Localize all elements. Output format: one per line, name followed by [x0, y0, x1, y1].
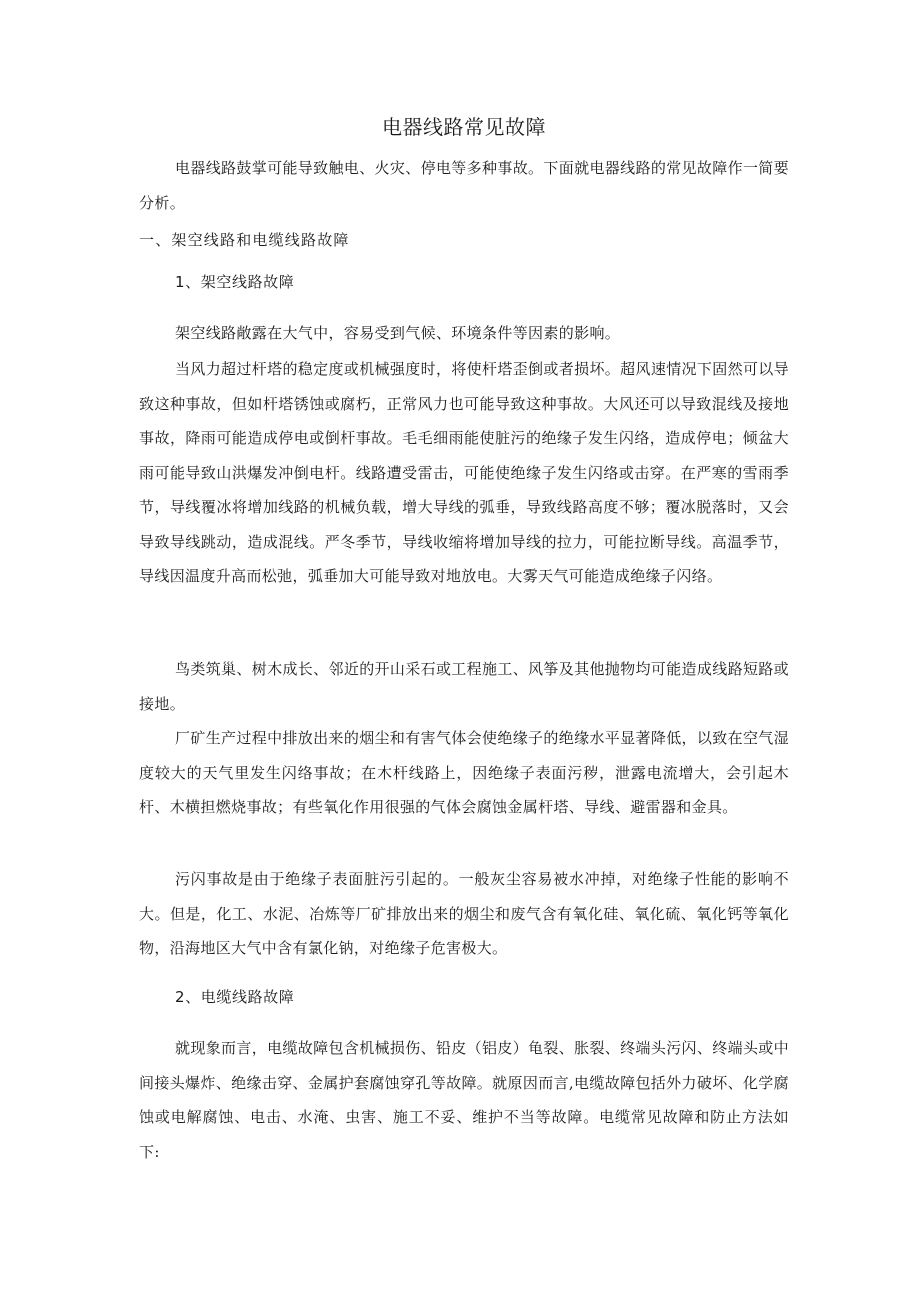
paragraph-pollution-flashover: 污闪事故是由于绝缘子表面脏污引起的。一般灰尘容易被水冲掉，对绝缘子性能的影响不大。但是，化工、水泥、冶炼等厂矿排放出来的烟尘和废气含有氧化硅、氧化硫、氧化钙等氧化物，沿海地区大气中含有氯化钠，对绝缘子危害极大。 — [139, 870, 789, 957]
paragraph-weather-effects: 当风力超过杆塔的稳定度或机械强度时，将使杆塔歪倒或者损坏。超风速情况下固然可以导致这种事故，但如杆塔锈蚀或腐朽，正常风力也可能导致这种事故。大风还可以导致混线及接地事故，降雨可能造成停电或倒杆事故。毛毛细雨能使脏污的绝缘子发生闪络，造成停电；倾盆大雨可能导致山洪爆发冲倒电杆。线路遭受雷击，可能使绝缘子发生闪络或击穿。在严寒的雪雨季节，导线覆冰将增加线路的机械负载，增大导线的弧垂，导致线路高度不够；覆冰脱落时，又会导致导线跳动，造成混线。严冬季节，导线收缩将增加导线的拉力，可能拉断导线。高温季节，导线因温度升高而松弛，弧垂加大可能导致对地放电。大雾天气可能造成绝缘子闪络。 — [139, 360, 790, 585]
paragraph-overhead-exposure: 架空线路敞露在大气中，容易受到气候、环境条件等因素的影响。 — [175, 324, 621, 342]
section-1-heading: 一、架空线路和电缆线路故障 — [139, 231, 350, 249]
paragraph-foreign-objects: 鸟类筑巢、树木成长、邻近的开山采石或工程施工、风筝及其他抛物均可能造成线路短路或接地。 — [139, 660, 790, 713]
intro-paragraph: 电器线路鼓掌可能导致触电、火灾、停电等多种事故。下面就电器线路的常见故障作一简要分析。 — [139, 159, 790, 212]
subsection-2-heading: 2、电缆线路故障 — [175, 988, 295, 1006]
paragraph-cable-faults: 就现象而言，电缆故障包含机械损伤、铅皮（铝皮）龟裂、胀裂、终端头污闪、终端头或中间接头爆炸、绝缘击穿、金属护套腐蚀穿孔等故障。就原因而言,电缆故障包括外力破坏、化学腐蚀或电解腐蚀、电击、水淹、虫害、施工不妥、维护不当等故障。电缆常见故障和防止方法如下: — [139, 1039, 790, 1161]
document-title: 电器线路常见故障 — [382, 115, 546, 139]
subsection-1-heading: 1、架空线路故障 — [175, 273, 295, 291]
paragraph-industrial-pollution: 厂矿生产过程中排放出来的烟尘和有害气体会使绝缘子的绝缘水平显著降低，以致在空气湿度较大的天气里发生闪络事故；在木杆线路上，因绝缘子表面污秽，泄露电流增大，会引起木杆、木横担燃烧事故；有些氧化作用很强的气体会腐蚀金属杆塔、导线、避雷器和金具。 — [139, 729, 790, 816]
